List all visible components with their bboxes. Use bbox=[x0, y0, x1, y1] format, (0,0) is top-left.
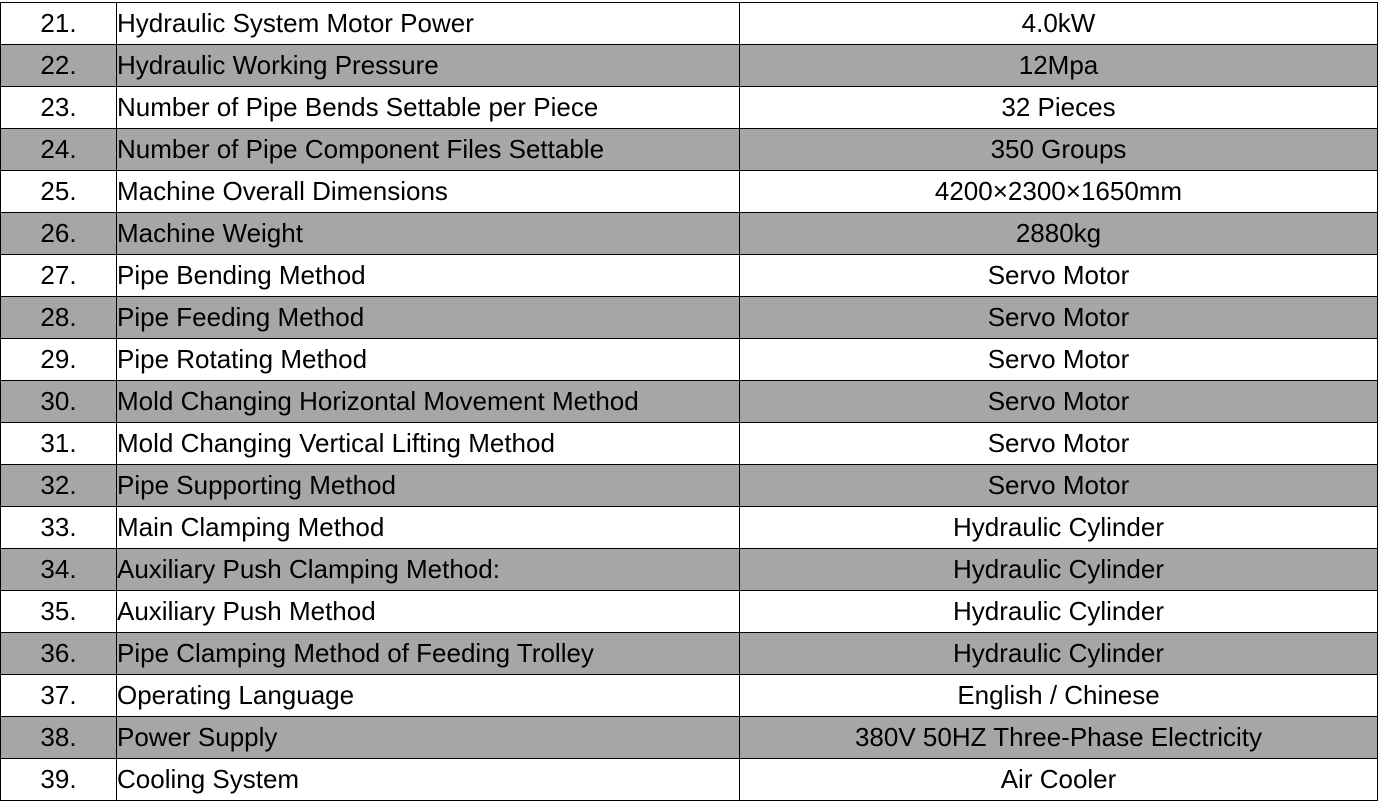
row-number: 31. bbox=[1, 423, 117, 465]
row-number: 21. bbox=[1, 3, 117, 45]
parameter-name: Auxiliary Push Method bbox=[117, 591, 740, 633]
table-row bbox=[1, 423, 1378, 465]
table-row bbox=[1, 297, 1378, 339]
parameter-value: 32 Pieces bbox=[740, 87, 1378, 129]
table-row bbox=[1, 633, 1378, 675]
parameter-value: Air Cooler bbox=[740, 759, 1378, 801]
parameter-name: Cooling System bbox=[117, 759, 740, 801]
parameter-name: Mold Changing Vertical Lifting Method bbox=[117, 423, 740, 465]
table-row bbox=[1, 381, 1378, 423]
parameter-name: Machine Overall Dimensions bbox=[117, 171, 740, 213]
row-number: 37. bbox=[1, 675, 117, 717]
table-row bbox=[1, 549, 1378, 591]
row-number: 24. bbox=[1, 129, 117, 171]
table-row bbox=[1, 129, 1378, 171]
table-row bbox=[1, 717, 1378, 759]
parameter-name: Number of Pipe Bends Settable per Piece bbox=[117, 87, 740, 129]
parameter-value: 2880kg bbox=[740, 213, 1378, 255]
row-number: 26. bbox=[1, 213, 117, 255]
parameter-name: Machine Weight bbox=[117, 213, 740, 255]
parameter-value: Hydraulic Cylinder bbox=[740, 591, 1378, 633]
parameter-value: Servo Motor bbox=[740, 465, 1378, 507]
row-number: 36. bbox=[1, 633, 117, 675]
row-number: 23. bbox=[1, 87, 117, 129]
specification-table-body bbox=[1, 3, 1378, 801]
parameter-value: 4.0kW bbox=[740, 3, 1378, 45]
parameter-value: Servo Motor bbox=[740, 255, 1378, 297]
row-number: 28. bbox=[1, 297, 117, 339]
table-row bbox=[1, 45, 1378, 87]
parameter-name: Pipe Bending Method bbox=[117, 255, 740, 297]
table-row bbox=[1, 255, 1378, 297]
table-row bbox=[1, 339, 1378, 381]
parameter-value: Hydraulic Cylinder bbox=[740, 549, 1378, 591]
row-number: 38. bbox=[1, 717, 117, 759]
parameter-value: Servo Motor bbox=[740, 381, 1378, 423]
parameter-value: Hydraulic Cylinder bbox=[740, 507, 1378, 549]
table-row bbox=[1, 3, 1378, 45]
parameter-value: 4200×2300×1650mm bbox=[740, 171, 1378, 213]
parameter-name: Pipe Clamping Method of Feeding Trolley bbox=[117, 633, 740, 675]
row-number: 22. bbox=[1, 45, 117, 87]
parameter-value: Servo Motor bbox=[740, 339, 1378, 381]
row-number: 29. bbox=[1, 339, 117, 381]
parameter-name: Operating Language bbox=[117, 675, 740, 717]
row-number: 32. bbox=[1, 465, 117, 507]
parameter-name: Hydraulic System Motor Power bbox=[117, 3, 740, 45]
row-number: 33. bbox=[1, 507, 117, 549]
row-number: 39. bbox=[1, 759, 117, 801]
parameter-value: Servo Motor bbox=[740, 297, 1378, 339]
parameter-name: Pipe Rotating Method bbox=[117, 339, 740, 381]
row-number: 27. bbox=[1, 255, 117, 297]
parameter-name: Number of Pipe Component Files Settable bbox=[117, 129, 740, 171]
parameter-value: English / Chinese bbox=[740, 675, 1378, 717]
parameter-value: 12Mpa bbox=[740, 45, 1378, 87]
table-row bbox=[1, 213, 1378, 255]
parameter-name: Power Supply bbox=[117, 717, 740, 759]
row-number: 25. bbox=[1, 171, 117, 213]
parameter-name: Main Clamping Method bbox=[117, 507, 740, 549]
parameter-value: 350 Groups bbox=[740, 129, 1378, 171]
table-row bbox=[1, 591, 1378, 633]
table-row bbox=[1, 507, 1378, 549]
parameter-name: Pipe Supporting Method bbox=[117, 465, 740, 507]
parameter-name: Hydraulic Working Pressure bbox=[117, 45, 740, 87]
parameter-name: Auxiliary Push Clamping Method: bbox=[117, 549, 740, 591]
table-row bbox=[1, 87, 1378, 129]
specification-table bbox=[0, 2, 1378, 801]
table-row bbox=[1, 171, 1378, 213]
parameter-value: Hydraulic Cylinder bbox=[740, 633, 1378, 675]
row-number: 34. bbox=[1, 549, 117, 591]
row-number: 30. bbox=[1, 381, 117, 423]
table-row bbox=[1, 759, 1378, 801]
row-number: 35. bbox=[1, 591, 117, 633]
table-row bbox=[1, 675, 1378, 717]
parameter-name: Mold Changing Horizontal Movement Method bbox=[117, 381, 740, 423]
parameter-value: Servo Motor bbox=[740, 423, 1378, 465]
parameter-value: 380V 50HZ Three-Phase Electricity bbox=[740, 717, 1378, 759]
parameter-name: Pipe Feeding Method bbox=[117, 297, 740, 339]
table-row bbox=[1, 465, 1378, 507]
